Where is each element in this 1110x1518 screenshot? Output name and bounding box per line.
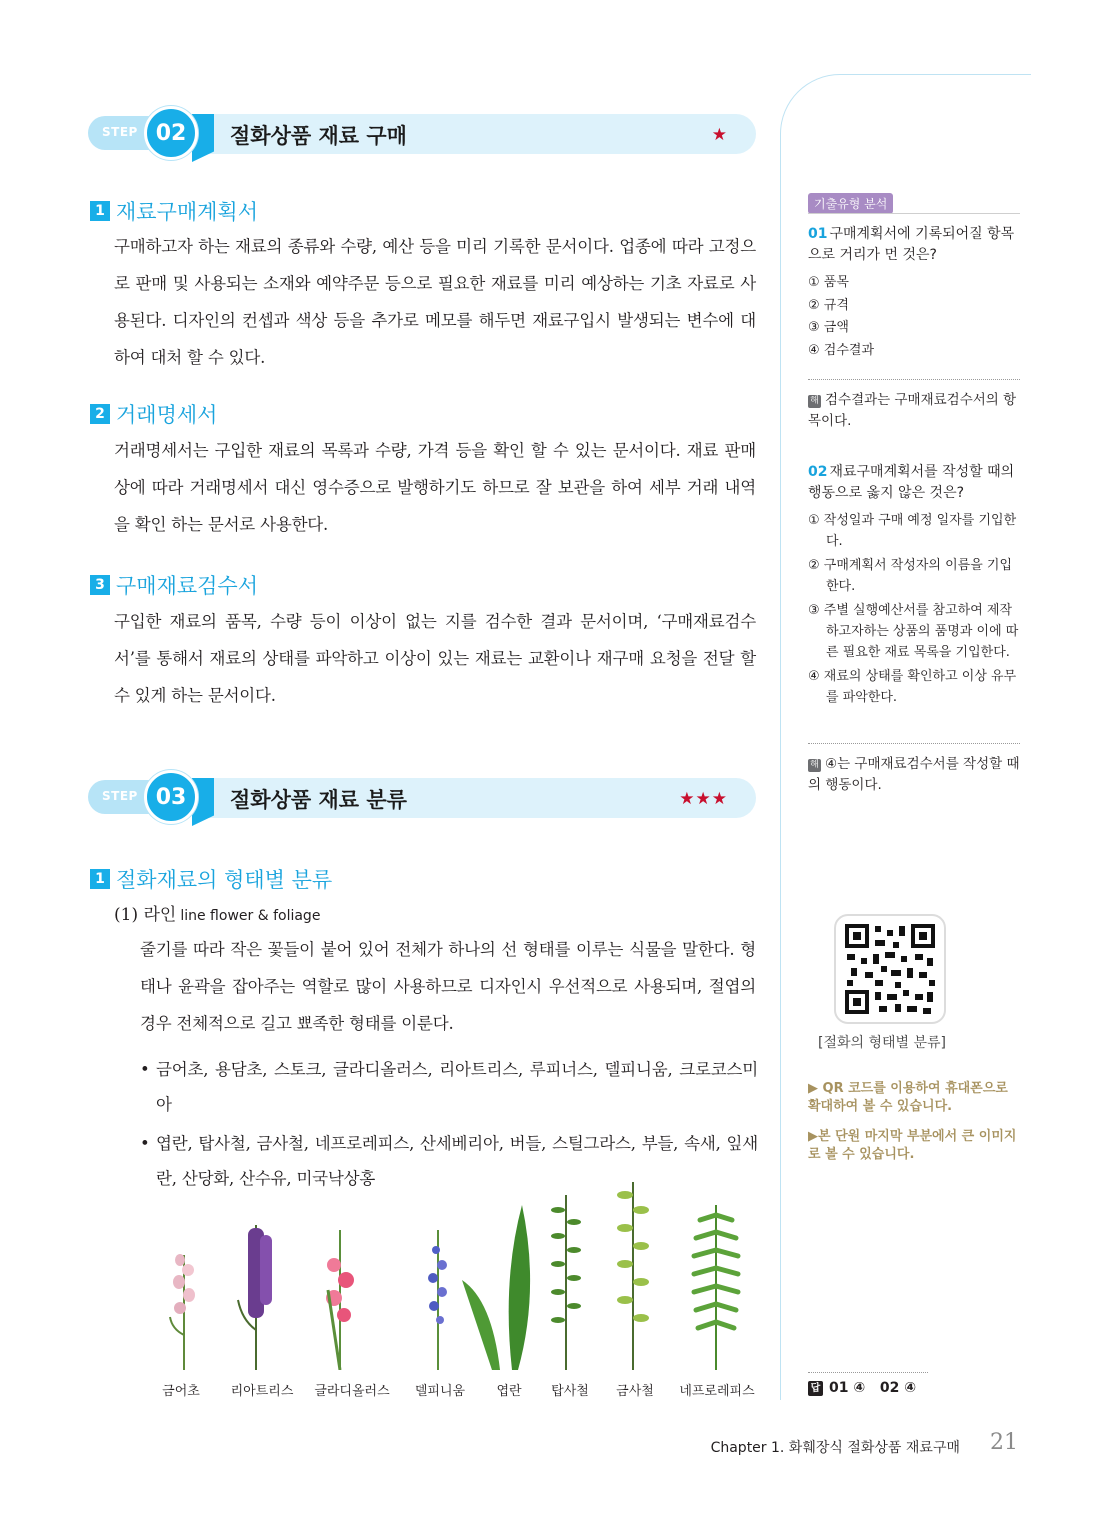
section-number: 2 — [90, 404, 110, 424]
flower-label: 리아트리스 — [230, 1384, 294, 1399]
snapdragon-image — [164, 1240, 204, 1370]
flower-label: 엽란 — [496, 1384, 522, 1399]
question-stem: 구매계획서에 기록되어질 항목으로 거리가 먼 것은? — [808, 226, 1015, 263]
flower-label: 탑사철 — [551, 1384, 589, 1399]
section-body: 구매하고자 하는 재료의 종류와 수량, 예산 등을 미리 기록한 문서이다. 업종에 따라 고정으로 판매 및 사용되는 소재와 예약주문 등으로 필요한 재료를 미리 예상하는 기초 자료로 사용된다. 디자인의 컨셉과 색상 등을 추가로 메모를 해두면 재료구입시 발생되는 변수에 대하여 대처 할 수 있다. — [114, 237, 756, 367]
question-stem: 재료구매계획서를 작성할 때의 행동으로 옳지 않은 것은? — [808, 464, 1015, 501]
sidebar-border-curve — [780, 74, 1031, 145]
option-list — [808, 510, 1020, 708]
step-word: STEP — [102, 789, 138, 803]
section-title: 구매재료검수서 — [116, 574, 259, 598]
qr-code-icon — [845, 924, 935, 1014]
flower-label: 델피니움 — [414, 1384, 466, 1399]
subsection-label: (1) 라인 — [114, 905, 177, 925]
qr-note: ▶ QR 코드를 이용하여 휴대폰으로 확대하여 볼 수 있습니다. — [808, 1081, 1008, 1114]
question-number: 01 — [808, 226, 828, 242]
flower-label: 네프로레피스 — [679, 1384, 755, 1399]
divider — [808, 743, 1020, 744]
golden-euonymus-image — [608, 1180, 658, 1370]
section-body: 거래명세서는 구입한 재료의 목록과 수량, 가격 등을 확인 할 수 있는 문서이다. 재료 판매상에 따라 거래명세서 대신 영수증으로 발행하기도 하므로 잘 보관을 하여 세부 거래 내역을 확인 하는 문서로 사용한다. — [114, 441, 756, 534]
option: ③ 주별 실행예산서를 참고하여 제작하고자하는 상품의 품명과 이에 따른 필요한 재료 목록을 기입한다. — [808, 603, 1019, 660]
solution-icon: 해 — [808, 395, 821, 408]
step-02-banner — [88, 106, 756, 172]
option-list — [808, 272, 1020, 362]
divider — [808, 379, 1020, 380]
flower-label: 글라디올러스 — [314, 1384, 390, 1399]
option: ① 작성일과 구매 예정 일자를 기입한다. — [808, 513, 1017, 549]
aspidistra-image — [462, 1200, 542, 1370]
section-body: 구입한 재료의 품목, 수량 등이 이상이 없는 지를 검수한 결과 문서이며, ‘구매재료검수서’를 통해서 재료의 상태를 파악하고 이상이 있는 재료는 교환이나 재구매 요청을 전달 할 수 있게 하는 문서이다. — [114, 612, 756, 705]
solution-text: 검수결과는 구매재료검수서의 항목이다. — [808, 392, 1017, 429]
flower-label: 금어초 — [162, 1384, 200, 1399]
section-heading-statement — [90, 399, 217, 429]
exam-analysis-tag — [808, 193, 1020, 214]
fern-image — [686, 1200, 746, 1370]
answer-key — [808, 1380, 916, 1396]
list-item: • 엽란, 탑사철, 금사철, 네프로레피스, 산세베리아, 버들, 스틸그라스, 부들, 속새, 잎새란, 산당화, 산수유, 미국낙상홍 — [140, 1126, 758, 1196]
section-body: 줄기를 따라 작은 꽃들이 붙어 있어 전체가 하나의 선 형태를 이루는 식물을 말한다. 형태나 윤곽을 잡아주는 역할로 많이 사용하므로 디자인시 우선적으로 사용되며, 절엽의 경우 전체적으로 길고 뾰족한 형태를 이룬다. — [140, 940, 756, 1033]
question-2 — [808, 462, 1020, 708]
section-title: 재료구매계획서 — [116, 200, 259, 224]
step-number: 02 — [144, 106, 198, 160]
liatris-image — [234, 1220, 278, 1370]
section-number: 1 — [90, 201, 110, 221]
subsection-english: line flower & foliage — [180, 908, 321, 924]
step-number: 03 — [144, 770, 198, 824]
answer-icon: 답 — [808, 1381, 823, 1396]
section-number: 1 — [90, 869, 110, 889]
flower-label: 금사철 — [616, 1384, 654, 1399]
answer-text: 01 ④ 02 ④ — [829, 1380, 917, 1396]
step-03-banner — [88, 770, 756, 836]
divider — [808, 1372, 928, 1373]
list-item: • 금어초, 용담초, 스토크, 글라디올러스, 리아트리스, 루피너스, 델피니움, 크로코스미아 — [140, 1052, 758, 1122]
step-title: 절화상품 재료 구매 — [230, 124, 407, 148]
gladiolus-image — [318, 1220, 362, 1370]
question-number: 02 — [808, 464, 828, 480]
step-word: STEP — [102, 125, 138, 139]
difficulty-stars: ★ — [711, 125, 728, 145]
solution-2 — [808, 754, 1020, 796]
qr-caption: [절화의 형태별 분류] — [818, 1035, 947, 1051]
delphinium-image — [418, 1220, 458, 1370]
section-heading-inspection — [90, 570, 258, 600]
qr-code[interactable] — [834, 914, 946, 1024]
section-heading-purchase-plan — [90, 196, 258, 226]
image-note: ▶본 단원 마지막 부분에서 큰 이미지로 볼 수 있습니다. — [808, 1129, 1017, 1162]
option: ③ 금액 — [808, 320, 849, 335]
subsection-heading-line — [114, 900, 320, 925]
question-text — [808, 224, 1020, 266]
example-list — [140, 1052, 758, 1200]
option: ④ 재료의 상태를 확인하고 이상 유무를 파악한다. — [808, 669, 1017, 705]
section-title: 절화재료의 형태별 분류 — [116, 868, 333, 892]
section-title: 거래명세서 — [116, 403, 218, 427]
question-text — [808, 462, 1020, 504]
difficulty-stars: ★★★ — [679, 789, 728, 809]
section-heading-classification — [90, 864, 332, 894]
divider — [808, 213, 1020, 214]
page-number: 21 — [990, 1430, 1018, 1455]
solution-1 — [808, 390, 1020, 432]
solution-text: ④는 구매재료검수서를 작성할 때의 행동이다. — [808, 756, 1020, 793]
solution-icon: 해 — [808, 759, 821, 772]
option: ① 품목 — [808, 275, 849, 290]
chapter-title: Chapter 1. 화훼장식 절화상품 재료구매 — [710, 1440, 960, 1456]
tag-label: 기출유형 분석 — [808, 193, 893, 214]
option: ④ 검수결과 — [808, 342, 875, 358]
section-number: 3 — [90, 575, 110, 595]
question-1 — [808, 224, 1020, 362]
option: ② 구매계획서 작성자의 이름을 기입한다. — [808, 558, 1012, 594]
sidebar-border-line — [780, 140, 781, 1400]
option: ② 규격 — [808, 297, 849, 313]
step-title: 절화상품 재료 분류 — [230, 788, 407, 812]
euonymus-image — [546, 1190, 586, 1370]
flower-gallery — [150, 1180, 760, 1370]
